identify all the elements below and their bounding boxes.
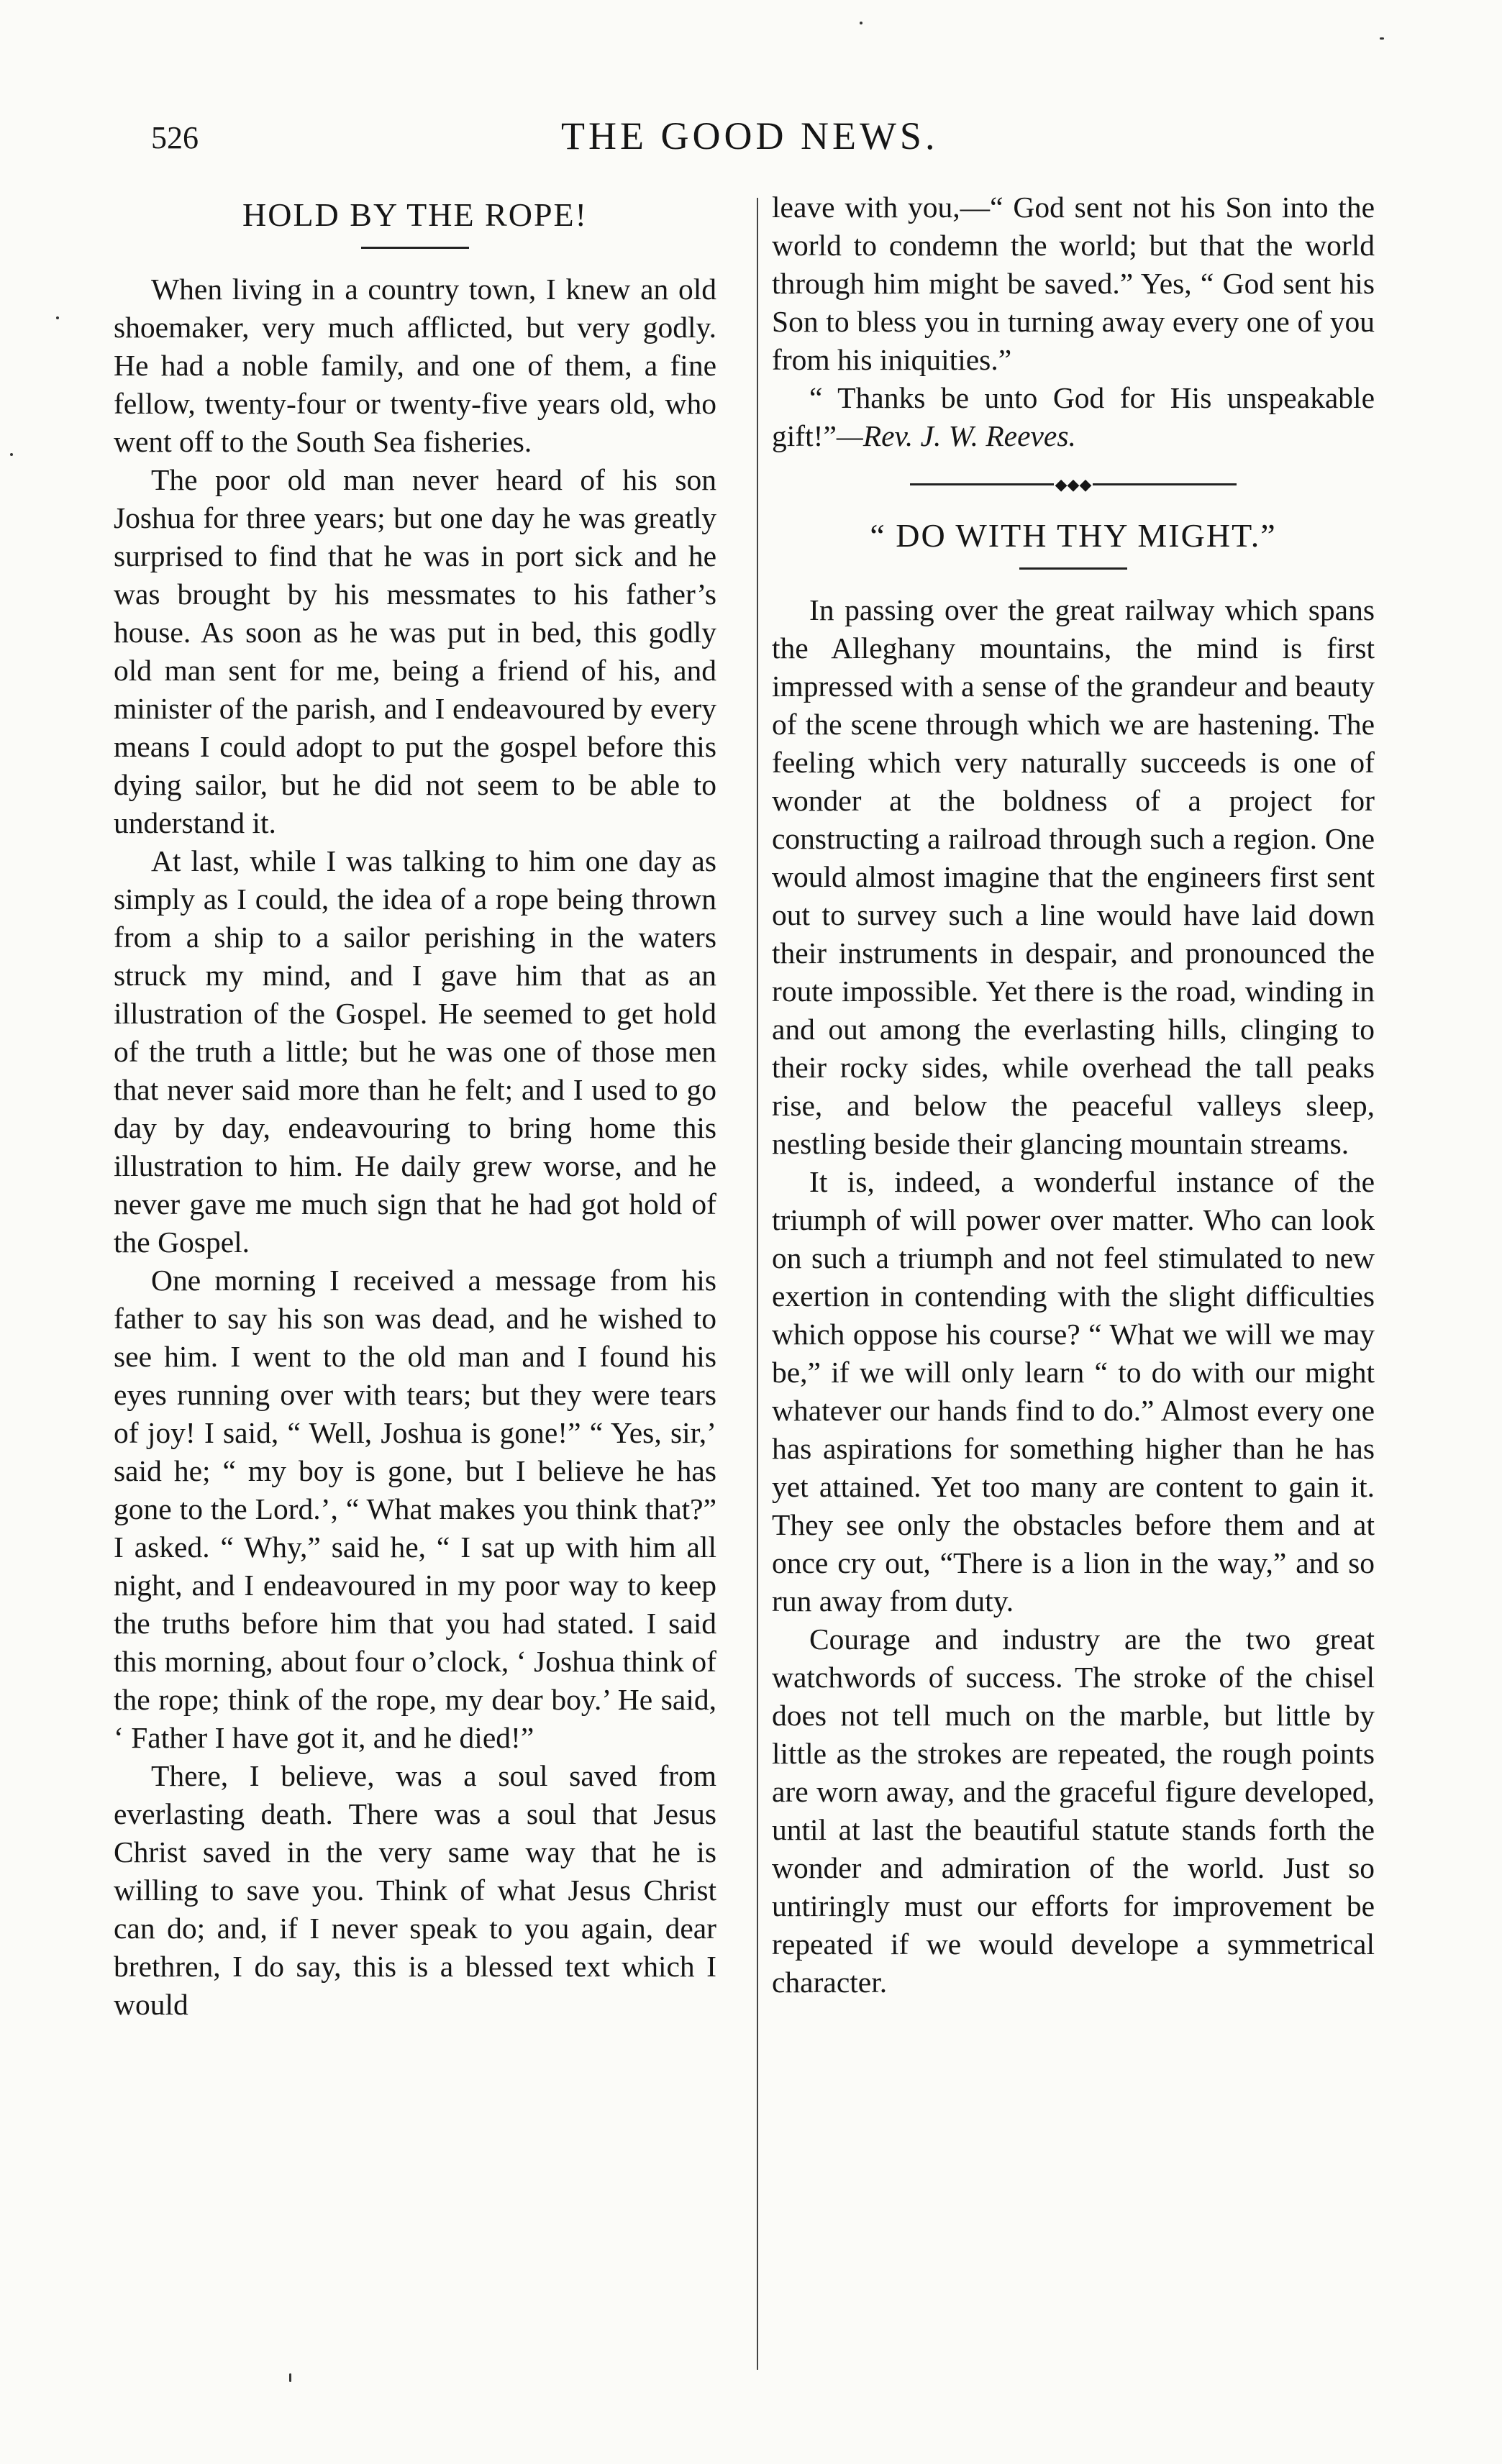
article-separator <box>772 462 1375 503</box>
paragraph: The poor old man never heard of his son Joshua for three years; but one day he was greatly surprised to find that he was in port sick and he was brought by his messmates to his father’s house. As soon as he was put in bed, this godly old man sent for me, being a friend of his, and minister of the parish, and I endeavoured by every means I could adopt to put the gospel before this dying sailor, but he did not seem to be able to understand it. <box>114 463 716 839</box>
title-rule <box>361 247 469 249</box>
thanks-paragraph <box>772 379 1375 455</box>
print-speck <box>1380 37 1384 40</box>
paragraph: In passing over the great railway which spans the Alleghany mountains, the mind is first impressed with a sense of the grandeur and beauty of the scene through which we are hastening. The feeling which very naturally succeeds is one of wonder at the boldness of a project for constructing a railroad through such a region. One would almost imagine that the engineers first sent out to survey such a line would have laid down their instruments in despair, and pronounced the route impossible. Yet there is the road, winding in and out among the everlasting hills, clinging to their rocky sides, while overhead the tall peaks rise, and below the peaceful valleys sleep, nestling beside their glancing mountain streams. <box>772 593 1375 1160</box>
paragraph: At last, while I was talking to him one day as simply as I could, the idea of a rope being thrown from a ship to a sailor perishing in the waters struck my mind, and I gave him that as an illustration of the Gospel. He seemed to get hold of the truth a little; but he was one of those men that never said more than he felt; and I used to go day by day, endeavouring to bring home this illustration to him. He daily grew worse, and he never gave me much sign that he had got hold of the Gospel. <box>114 844 716 1259</box>
separator-line <box>1093 483 1237 485</box>
running-title: THE GOOD NEWS. <box>561 114 939 158</box>
separator-line <box>910 483 1054 485</box>
diamond-ornament-icon: ◆◆◆ <box>1055 475 1092 493</box>
print-speck <box>56 316 59 319</box>
print-speck <box>860 22 862 24</box>
title-rule <box>1019 567 1127 570</box>
article-title-do-with-thy-might: “ DO WITH THY MIGHT.” <box>870 516 1277 554</box>
paragraph: When living in a country town, I knew an old shoemaker, very much afflicted, but very godly. He had a noble family, and one of them, a fine fellow, twenty-four or twenty-five years old, who went off to the South Sea fisheries. <box>114 273 716 458</box>
author-signature: —Rev. J. W. Reeves. <box>836 419 1076 452</box>
page-header <box>151 114 1417 171</box>
right-column <box>772 188 1375 2002</box>
paragraph: There, I believe, was a soul saved from everlasting death. There was a soul that Jesus Christ saved in the very same way that he is willing to save you. Think of what Jesus Christ can do; and, if I never speak to you again, dear brethren, I do say, this is a blessed text which I would <box>114 1759 716 2021</box>
paragraph: Courage and industry are the two great watchwords of success. The stroke of the chisel does not tell much on the marble, but little by little as the strokes are repeated, the rough points are worn away, and the graceful figure developed, until at last the beautiful statute stands forth the wonder and admiration of the world. Just so untiringly must our efforts for improvement be repeated if we would develope a symmetrical character. <box>772 1622 1375 1999</box>
continued-paragraph: leave with you,—“ God sent not his Son into the world to condemn the world; but that the world through him might be saved.” Yes, “ God sent his Son to bless you in turning away every one of you from his iniquities.” <box>772 191 1375 376</box>
left-column <box>114 188 716 2024</box>
paragraph: One morning I received a message from his father to say his son was dead, and he wished to see him. I went to the old man and I found his eyes running over with tears; but they were tears of joy! I said, “ Well, Joshua is gone!” “ Yes, sir,’ said he; “ my boy is gone, but I believe he has gone to the Lord.’, “ What makes you think that?” I asked. “ Why,” said he, “ I sat up with him all night, and I endeavoured in my poor way to keep the truths before him that you had stated. I said this morning, about four o’clock, ‘ Joshua think of the rope; think of the rope, my dear boy.’ He said, ‘ Father I have got it, and he died!” <box>114 1264 716 1754</box>
thanks-text: “ Thanks be unto God for His unspeakable gift!” <box>772 381 1375 452</box>
paragraph: It is, indeed, a wonderful instance of the triumph of will power over matter. Who can look on such a triumph and not feel stimulated to new exertion in contending with the slight difficulties which oppose his course? “ What we will we may be,” if we will only learn “ to do with our might whatever our hands find to do.” Almost every one has aspirations for something higher than he has yet attained. Yet too many are content to gain it. They see only the obstacles before them and at once cry out, “There is a lion in the way,” and so run away from duty. <box>772 1164 1375 1617</box>
print-speck <box>10 453 13 456</box>
article-title-hold-by-the-rope: HOLD BY THE ROPE! <box>242 196 588 233</box>
page-number: 526 <box>151 120 199 155</box>
column-divider <box>757 198 758 2370</box>
print-speck <box>289 2373 291 2382</box>
